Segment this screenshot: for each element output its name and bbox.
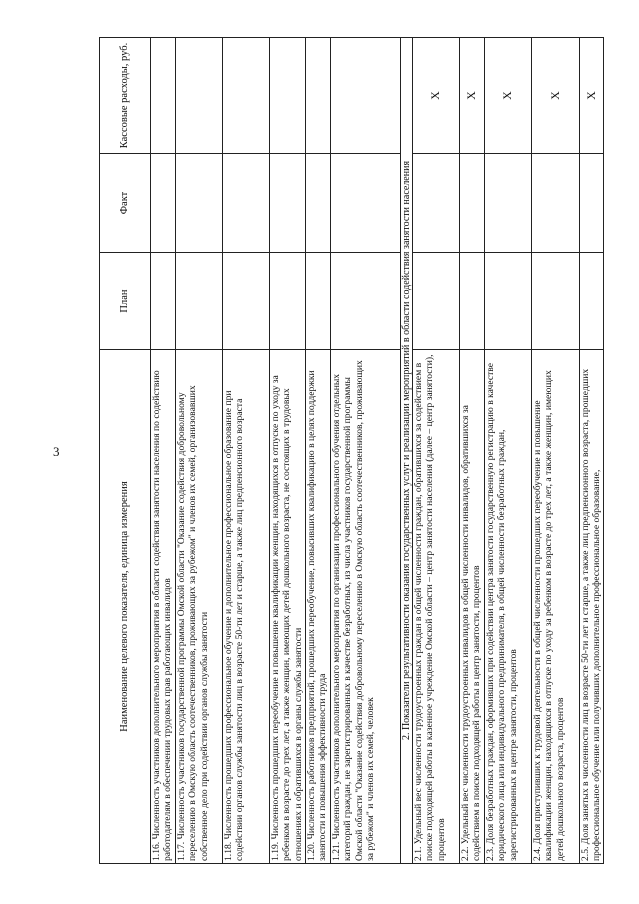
plan-cell: [580, 253, 604, 350]
indicator-name: 2.1. Удельный вес численности трудоустроенных граждан в общей численности граждан, обратившихся за содействием в поиске подходящей работы в казенное учреждение Омской области – центр занятости населения (далее – центр занятости), процентов: [413, 350, 460, 864]
indicator-name: 1.16. Численность участников дополнительного мероприятия в области содействия занятости населения по содействию работодателям в обеспечении трудовых прав работающих инвалидов: [151, 350, 176, 864]
cash-cell: X: [532, 38, 580, 154]
table-header-row: [100, 38, 151, 864]
plan-cell: [460, 253, 485, 350]
cash-cell: [176, 38, 223, 154]
header-fact: Факт: [100, 154, 151, 253]
fact-cell: [580, 154, 604, 253]
header-plan: План: [100, 253, 151, 350]
table-row: [270, 38, 306, 864]
indicator-name: 1.19. Численность прошедших переобучение и повышение квалификации женщин, находящихся в отпуске по уходу за ребенком в возрасте до трех лет, а также женщин, имеющих детей дошкольного возраста, не состоящих в трудовых отношениях и обратившихся в органы службы занятости: [270, 350, 306, 864]
fact-cell: [532, 154, 580, 253]
fact-cell: [151, 154, 176, 253]
indicators-table: [99, 37, 604, 864]
plan-cell: [485, 253, 532, 350]
table-row: [485, 38, 532, 864]
table-row: [580, 38, 604, 864]
cash-cell: X: [460, 38, 485, 154]
table-row: [413, 38, 460, 864]
fact-cell: [223, 154, 270, 253]
plan-cell: [331, 253, 401, 350]
cash-cell: [306, 38, 331, 154]
cash-cell: [331, 38, 401, 154]
indicator-name: 1.17. Численность участников государственной программы Омской области "Оказание содействия добровольному переселению в Омскую область соотечественников, проживающих за рубежом" и членов их семей, организовавших собственное дело при содействии органов службы занятости: [176, 350, 223, 864]
indicator-name: 1.21. Численность участников дополнительного мероприятия по организации профессионального обучения отдельных категорий граждан, не зарегистрированных в качестве безработных, из числа участников государственной программы Омской области "Оказание содействия добровольному переселению в Омскую область соотечественников, проживающих за рубежом" и членов их семей, человек: [331, 350, 401, 864]
indicator-name: 1.18. Численность прошедших профессиональное обучение и дополнительное профессиональное образование при содействии органов службы занятости лиц в возрасте 50-ти лет и старше, а также лиц предпенсионного возраста: [223, 350, 270, 864]
fact-cell: [270, 154, 306, 253]
plan-cell: [151, 253, 176, 350]
cash-cell: [151, 38, 176, 154]
table-row: [151, 38, 176, 864]
table-row: [306, 38, 331, 864]
indicator-name: 2.5. Доля занятых в численности лиц в возрасте 50-ти лет и старше, а также лиц предпенсионного возраста, прошедших профессиональное обучение или получивших дополнительное профессиональное образование,: [580, 350, 604, 864]
indicator-name: 2.2. Удельный вес численности трудоустроенных инвалидов в общей численности инвалидов, обратившихся за содействием в поиске подходящей работы в центр занятости, процентов: [460, 350, 485, 864]
plan-cell: [413, 253, 460, 350]
fact-cell: [331, 154, 401, 253]
indicator-name: 2.4. Доля приступивших к трудовой деятельности в общей численности прошедших переобучение и повышение квалификации женщин, находящихся в отпуске по уходу за ребенком в возрасте до трех лет, а также женщин, имеющих детей дошкольного возраста, процентов: [532, 350, 580, 864]
plan-cell: [270, 253, 306, 350]
cash-cell: X: [580, 38, 604, 154]
plan-cell: [306, 253, 331, 350]
cash-cell: X: [413, 38, 460, 154]
fact-cell: [485, 154, 532, 253]
plan-cell: [532, 253, 580, 350]
table-row: [532, 38, 580, 864]
table-row: [460, 38, 485, 864]
table-row: [331, 38, 401, 864]
section-title: 2. Показатели результативности оказания государственных услуг и реализации мероприятий в области содействия занятости населения: [401, 38, 413, 864]
indicator-name: 1.20. Численность работников предприятий, прошедших переобучение, повысивших квалификацию в целях поддержки занятости и повышения эффективности труда: [306, 350, 331, 864]
table-row: [176, 38, 223, 864]
section-row: [401, 38, 413, 864]
fact-cell: [460, 154, 485, 253]
rotated-table-sheet: [99, 38, 601, 864]
indicator-name: 2.3. Доля безработных граждан, оформивших при содействии центра занятости государственную регистрацию в качестве юридического лица или индивидуального предпринимателя, в общей численности безработных граждан, зарегистрированных в центре занятости, процентов: [485, 350, 532, 864]
fact-cell: [176, 154, 223, 253]
header-indicator-name: Наименование целевого показателя, единица измерения: [100, 350, 151, 864]
page-number: 3: [53, 444, 60, 459]
fact-cell: [306, 154, 331, 253]
fact-cell: [413, 154, 460, 253]
cash-cell: [270, 38, 306, 154]
plan-cell: [223, 253, 270, 350]
plan-cell: [176, 253, 223, 350]
table-row: [223, 38, 270, 864]
cash-cell: [223, 38, 270, 154]
cash-cell: X: [485, 38, 532, 154]
header-cash-expenses: Кассовые расходы, руб.: [100, 38, 151, 154]
